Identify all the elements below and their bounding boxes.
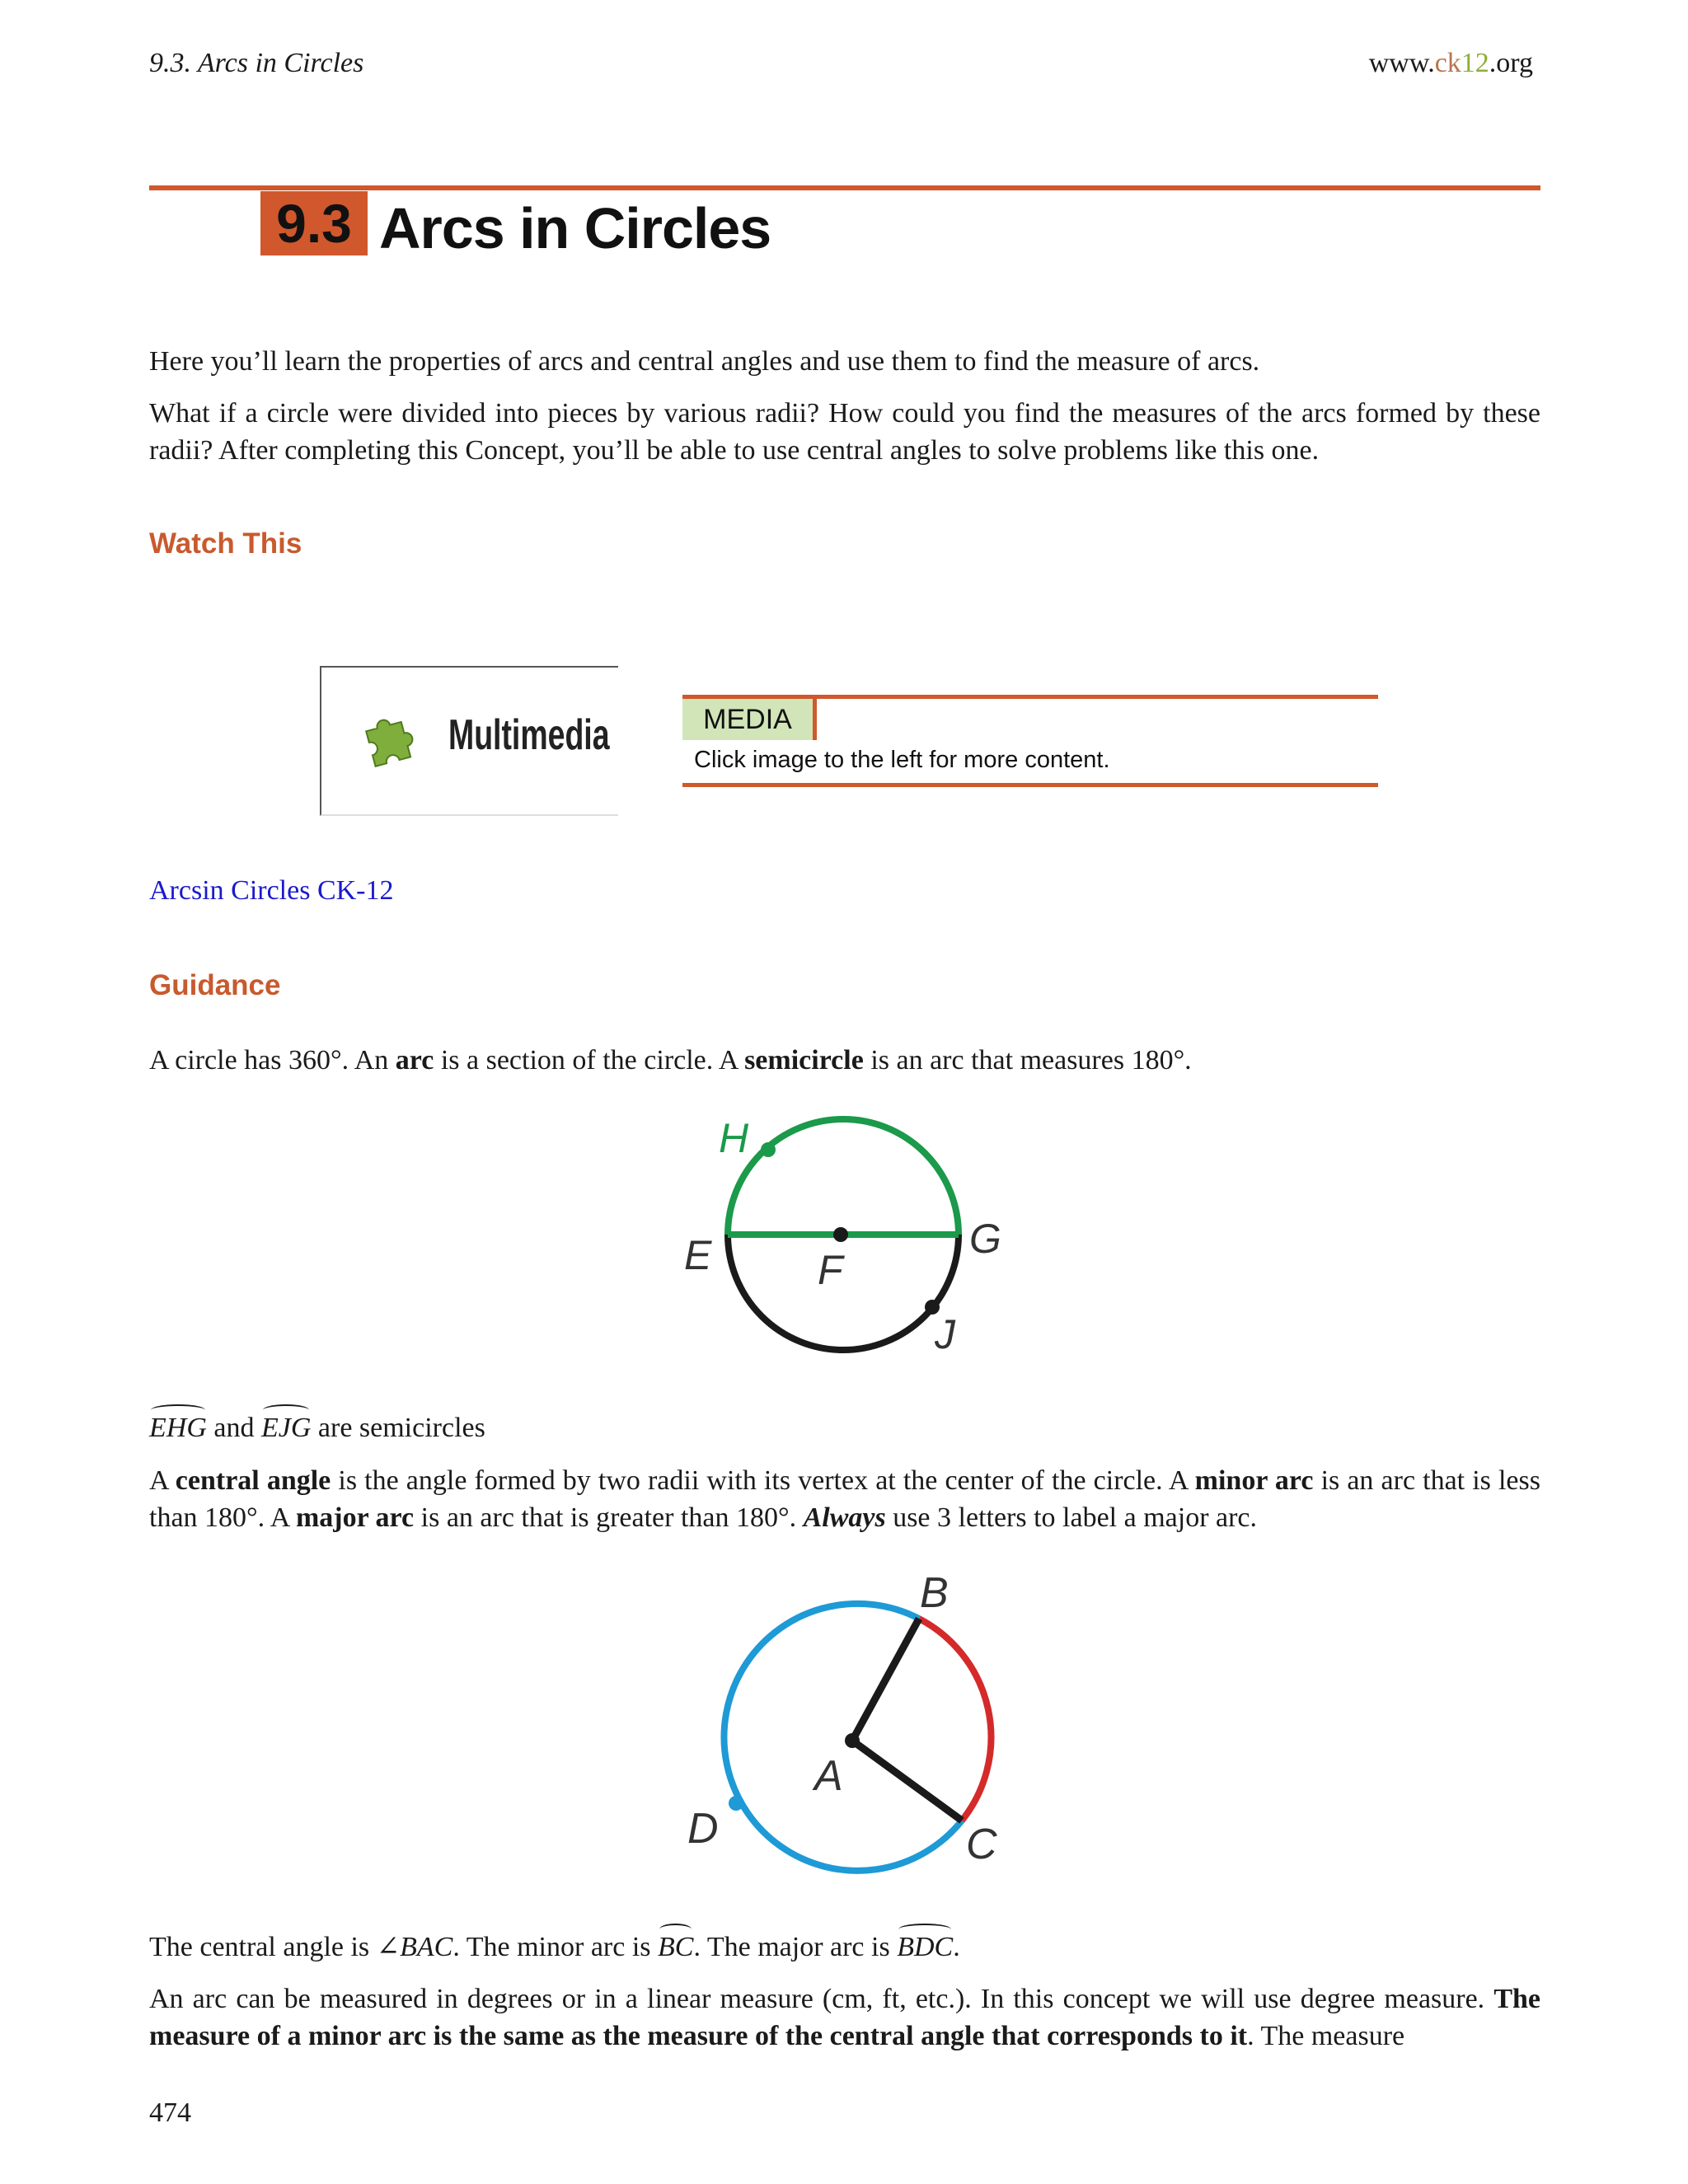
guidance-paragraph-3 xyxy=(149,1929,1540,1966)
label-b: B xyxy=(920,1574,949,1617)
text: is a section of the circle. A xyxy=(434,1045,745,1076)
multimedia-label: Multimedia xyxy=(448,711,610,759)
text: . The major arc is xyxy=(693,1932,898,1962)
label-e: E xyxy=(684,1232,712,1278)
label-g: G xyxy=(969,1216,1001,1262)
term-major-arc: major arc xyxy=(295,1502,415,1533)
label-h: H xyxy=(719,1115,749,1161)
semicircle-figure xyxy=(676,1104,1022,1368)
arc-bdc-notation: BDC xyxy=(897,1929,953,1966)
intro-paragraph-1: Here you’ll learn the properties of arcs and central angles and use them to find the measure of arcs. xyxy=(149,346,1260,377)
point-a xyxy=(845,1733,860,1748)
label-f: F xyxy=(818,1247,843,1293)
arc-bc-notation: BC xyxy=(658,1929,693,1966)
text: . xyxy=(953,1932,960,1962)
text: An arc can be measured in degrees or in a linear measure (cm, ft, etc.). In this concept we will use degree measure. xyxy=(149,1984,1494,2014)
text: use 3 letters to label a major arc. xyxy=(885,1502,1258,1533)
site-url-prefix: www. xyxy=(1368,48,1435,78)
point-h xyxy=(761,1142,776,1157)
text: is an arc that is greater than 180°. xyxy=(414,1502,804,1533)
intro-paragraph-2: What if a circle were divided into pieces by various radii? How could you find the measures of the arcs formed by these radii? After completing this Concept, you’ll be able to use central angles to solve problems like this one. xyxy=(149,398,1540,466)
page-number: 474 xyxy=(149,2097,191,2128)
media-label: MEDIA xyxy=(682,699,817,740)
text: A xyxy=(149,1465,176,1496)
text: The central angle is xyxy=(149,1932,377,1962)
text: is the angle formed by two radii with its vertex at the center of the circle. A xyxy=(331,1465,1195,1496)
text: is an arc that is less than 180°. A xyxy=(149,1465,1540,1533)
major-arc-bdc xyxy=(724,1604,962,1871)
media-caption: Click image to the left for more content. xyxy=(694,747,1110,773)
term-central-angle: central angle xyxy=(175,1465,331,1496)
arc-ejg xyxy=(728,1235,959,1350)
title-rule xyxy=(149,185,1540,190)
arc-ehg xyxy=(728,1119,959,1235)
text: is an arc that measures 180°. xyxy=(863,1045,1192,1076)
media-box-bottom-rule xyxy=(682,783,1378,787)
text: . The minor arc is xyxy=(452,1932,659,1962)
key-rule: The measure of a minor arc is the same as the measure of the central angle that corresponds to it xyxy=(149,1984,1540,2051)
section-number-badge: 9.3 xyxy=(260,191,368,255)
guidance-paragraph-1 xyxy=(149,1042,1540,1079)
text: are semicircles xyxy=(311,1413,485,1443)
term-minor-arc: minor arc xyxy=(1194,1465,1314,1496)
puzzle-icon xyxy=(359,709,422,771)
arc-ejg-notation: EJG xyxy=(261,1409,311,1446)
label-a: A xyxy=(814,1752,843,1800)
angle-bac: ∠BAC xyxy=(376,1932,453,1962)
term-arc: arc xyxy=(395,1045,434,1076)
guidance-paragraph-4 xyxy=(149,1980,1540,2055)
radius-ab xyxy=(852,1619,919,1741)
text: A circle has 360°. An xyxy=(149,1045,396,1076)
central-angle-figure xyxy=(676,1574,1022,1879)
point-d xyxy=(729,1796,743,1811)
term-semicircle: semicircle xyxy=(744,1045,864,1076)
site-url-suffix: .org xyxy=(1489,48,1533,78)
arc-ehg-notation: EHG xyxy=(149,1409,207,1446)
radius-ac xyxy=(852,1741,962,1821)
text: . The measure xyxy=(1247,2021,1405,2051)
text: and xyxy=(206,1413,261,1443)
label-c: C xyxy=(966,1821,997,1868)
site-url-ck: ck xyxy=(1434,48,1461,78)
emphasis-always: Always xyxy=(803,1502,886,1533)
running-title: 9.3. Arcs in Circles xyxy=(149,48,364,78)
label-d: D xyxy=(687,1805,719,1853)
guidance-heading: Guidance xyxy=(149,969,281,1001)
label-j: J xyxy=(935,1311,955,1357)
guidance-paragraph-2 xyxy=(149,1462,1540,1536)
semicircle-caption xyxy=(149,1409,1540,1446)
point-f xyxy=(833,1227,848,1242)
watch-this-heading: Watch This xyxy=(149,527,302,560)
site-url[interactable] xyxy=(1369,48,1533,79)
page-title: Arcs in Circles xyxy=(379,196,771,260)
video-link[interactable]: Arcsin Circles CK-12 xyxy=(149,875,394,906)
site-url-12: 12 xyxy=(1461,48,1489,78)
minor-arc-bc xyxy=(919,1619,991,1821)
